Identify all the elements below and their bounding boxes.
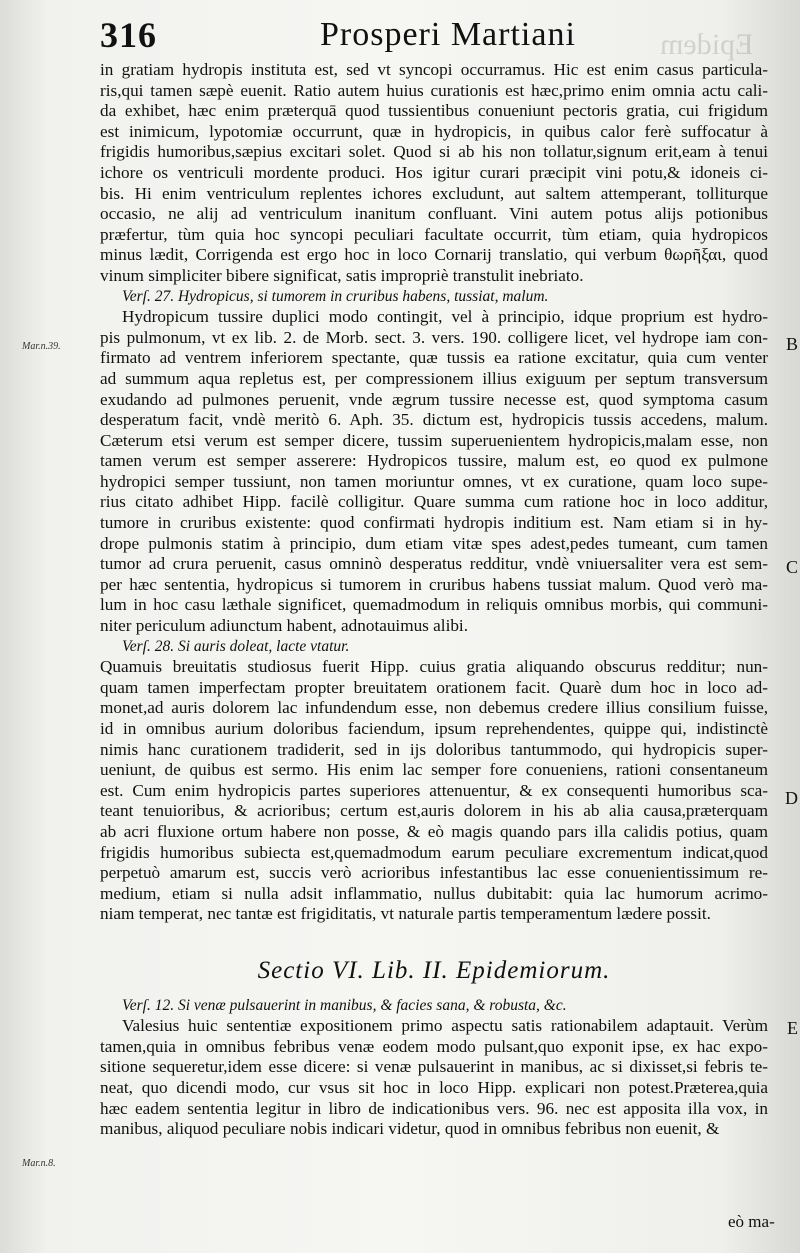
margin-letter: B xyxy=(785,334,798,354)
paragraph xyxy=(100,657,768,925)
section-title: Sectio VI. Lib. II. Epidemiorum. xyxy=(257,956,611,984)
text-line: ichore os ventriculi mordente produci. Hos igitur curari præcipit vini potu,& idoneis ci- xyxy=(100,162,768,182)
text-line: nimis hanc curationem tradiderit, sed in ijs doloribus tantummodo, qui hydropicis super- xyxy=(100,739,768,759)
text-line: hydropici semper tussiunt, non tamen moriuntur omnes, vt ex curatione, quam loco supe- xyxy=(100,471,768,491)
text-line: est inimicum, lypotomiæ occurrunt, quæ in hydropicis, in quibus calor ferè suffocatur à xyxy=(100,121,768,141)
main-text-column xyxy=(100,60,768,1140)
margin-note: Mar.n.39. xyxy=(22,341,61,352)
text-line: tamen verum est semper asserere: Hydropicos tussire, malum est, eo quod ex pulmone xyxy=(100,451,768,471)
text-line: Valesius huic sententiæ expositionem primo aspectu satis rationabilem adaptauit. Verùm xyxy=(122,1016,768,1036)
text-line: minus lædit, Corrigenda est ergo hoc in loco Cornarij translatio, qui verbum θωρῆξαι, quod xyxy=(100,245,768,265)
paragraph xyxy=(100,1016,768,1140)
text-line: occasio, ne alij ad ventriculum inanitum confluant. Vini autem potus alijs potionibus xyxy=(100,204,768,224)
text-line: id in omnibus aurium doloribus faciendum, ipsum reprehendentes, quippe qui, indistinctè xyxy=(100,719,768,738)
text-line: da exhibet, hæc enim præterquā quod tussientibus conueniunt pectoris gratia, cui frigidum xyxy=(100,101,768,121)
text-line: ueniunt, de quibus est sermo. His enim lac semper fore conueniens, rationi consentaneum xyxy=(100,760,768,780)
text-line: tamen,quia in omnibus febribus venæ eodem modo pulsant,quo exponit ipse, ex hac expo- xyxy=(100,1036,768,1056)
text-line: Hydropicum tussire duplici modo contingit, vel à principio, idque proprium est hydro- xyxy=(122,307,768,327)
text-line: est. Cum enim hydropicis partes superiores attenuentur, & ex consequenti humoribus sca- xyxy=(100,780,768,800)
verse-citation: Verſ. 28. Si auris doleat, lacte vtatur. xyxy=(122,637,350,655)
text-line: rius citato adhibet Hipp. facilè colligitur. Quare summa cum ratione hoc in loco additur, xyxy=(100,492,768,512)
text-line: in gratiam hydropis instituta est, sed vt syncopi occurramus. Hic est enim casus particula- xyxy=(100,60,768,79)
text-line: exudando ad pulmones peruenit, vnde ægrum tussire necesse est, quod symptoma casum xyxy=(100,389,768,409)
text-line: quam tamen imperfectam propter breuitatem orationem facit. Quarè dum hoc in loco ad- xyxy=(100,677,768,697)
bleed-through-text: Epidem xyxy=(660,28,754,61)
commentary-block xyxy=(100,996,768,1140)
text-line: ad summum aqua repletus est, per compressionem illius exiguum per septum transversum xyxy=(100,368,768,388)
text-line: frigidis humoribus subiecta est,quemadmodum earum peculiare excrementum indicat,quod xyxy=(100,842,768,862)
text-line: medium, etiam si nulla adsit inflammatio, nullus dubitabit: quia lac humorum acrimo- xyxy=(100,883,768,903)
running-title: Prosperi Martiani xyxy=(320,16,576,53)
text-line: sitione sequeretur,idem esse dicere: si venæ pulsauerint in manibus, ac si dixisset,si febris te- xyxy=(100,1057,768,1077)
text-line: niam temperat, nec tantæ est frigiditatis, vt naturale partis temperamentum lædere possit. xyxy=(100,904,711,924)
text-line: frigidis humoribus,sæpius excitari solet. Quod si ab his non tollatur,signum erit,eam à tenui xyxy=(100,142,768,162)
text-line: perpetuò amarum est, succis verò acrioribus infestantibus lac esse conuenientissimum re- xyxy=(100,863,768,883)
text-line: pis pulmonum, vt ex lib. 2. de Morb. sect. 3. vers. 190. colligere licet, vel hydrope iam con- xyxy=(100,327,768,347)
text-line: ris,qui tamen sæpè euenit. Ratio autem huius curationis est hæc,primo enim omnia actu cali- xyxy=(100,80,768,100)
verse-citation: Verſ. 12. Si venæ pulsauerint in manibus, & facies sana, & robusta, &c. xyxy=(122,996,567,1014)
text-line: vinum simpliciter bibere significat, satis impropriè transtulit inebriato. xyxy=(100,265,584,285)
text-line: desperatum facit, vndè meritò 6. Aph. 35. dictum est, hydropicis tussis accedens, malum. xyxy=(100,410,768,430)
text-line: præfertur, tùm quia hoc syncopi peculiari facultate occurrit, tùm etiam, quia hydropicos xyxy=(100,224,768,244)
paragraph xyxy=(100,307,768,637)
commentary-block xyxy=(100,60,768,925)
page-header xyxy=(100,14,760,62)
text-line: hæc eadem sententia legitur in libro de indicationibus vers. 96. nec est apposita illa vox, in xyxy=(100,1098,768,1118)
text-line: teant tenuioribus, & acrioribus; certum est,auris dolorem in his ab alia causa,præterquam xyxy=(100,801,768,821)
text-line: firmato ad ventrem inferiorem spectante, quæ tussis ea ratione excitatur, quia cum venter xyxy=(100,348,768,368)
catchword: eò ma- xyxy=(728,1212,775,1231)
text-line: neat, quo dicendi modo, cur vsus sit hoc in loco Hipp. explicari non potest.Præterea,quia xyxy=(100,1077,768,1097)
text-line: manibus, aliquod peculiare nobis indicari videtur, quod in omnibus febribus non euenit, & xyxy=(100,1119,720,1139)
text-line: bis. Hi enim ventriculum replentes ichores excludunt, aut saltem attemperant, tolliturque xyxy=(100,183,768,203)
text-line: tumore in cruribus existente: quod confirmati hydropis inditium est. Nam etiam si in hy- xyxy=(100,513,768,533)
margin-letter: E xyxy=(787,1018,798,1038)
text-line: ab acri fluxione ortum habere non posse, & eò magis quando pars illa calidis potius, quam xyxy=(100,821,768,841)
text-line: drope pulmonis statim à principio, dum etiam vitæ spes adest,pedes tumeant, cum tamen xyxy=(100,533,768,553)
text-line: niter periculum adiunctum habent, adnotauimus alibi. xyxy=(100,616,469,636)
margin-letter: D xyxy=(785,788,798,808)
text-line: Cæterum etsi verum est semper dicere, tussim superuenientem hydropicis,malam esse, non xyxy=(100,430,768,450)
text-line: Quamuis breuitatis studiosus fuerit Hipp. cuius gratia aliquando obscurus redditur; nun- xyxy=(100,657,768,677)
margin-note: Mar.n.8. xyxy=(22,1158,56,1169)
margin-letter: C xyxy=(785,557,798,577)
text-line: per hæc sententia, hydropicus si tumorem in cruribus habens tussiat malum. Quod verò ma- xyxy=(100,574,768,594)
text-line: lum in hoc casu læthale significet, quemadmodum in reliquis omnibus morbis, qui communi- xyxy=(100,595,768,615)
text-line: tumor ad crura peruenit, casus omninò desperatus redditur, vndè vniuersaliter vera est sem- xyxy=(100,554,768,574)
page-number: 316 xyxy=(100,15,157,55)
text-line: monet,ad auris dolorem lac infundendum esse, non debemus credere illius consilium fuisse, xyxy=(100,698,768,718)
paragraph xyxy=(100,60,768,287)
verse-citation: Verſ. 27. Hydropicus, si tumorem in cruribus habens, tussiat, malum. xyxy=(122,287,549,305)
